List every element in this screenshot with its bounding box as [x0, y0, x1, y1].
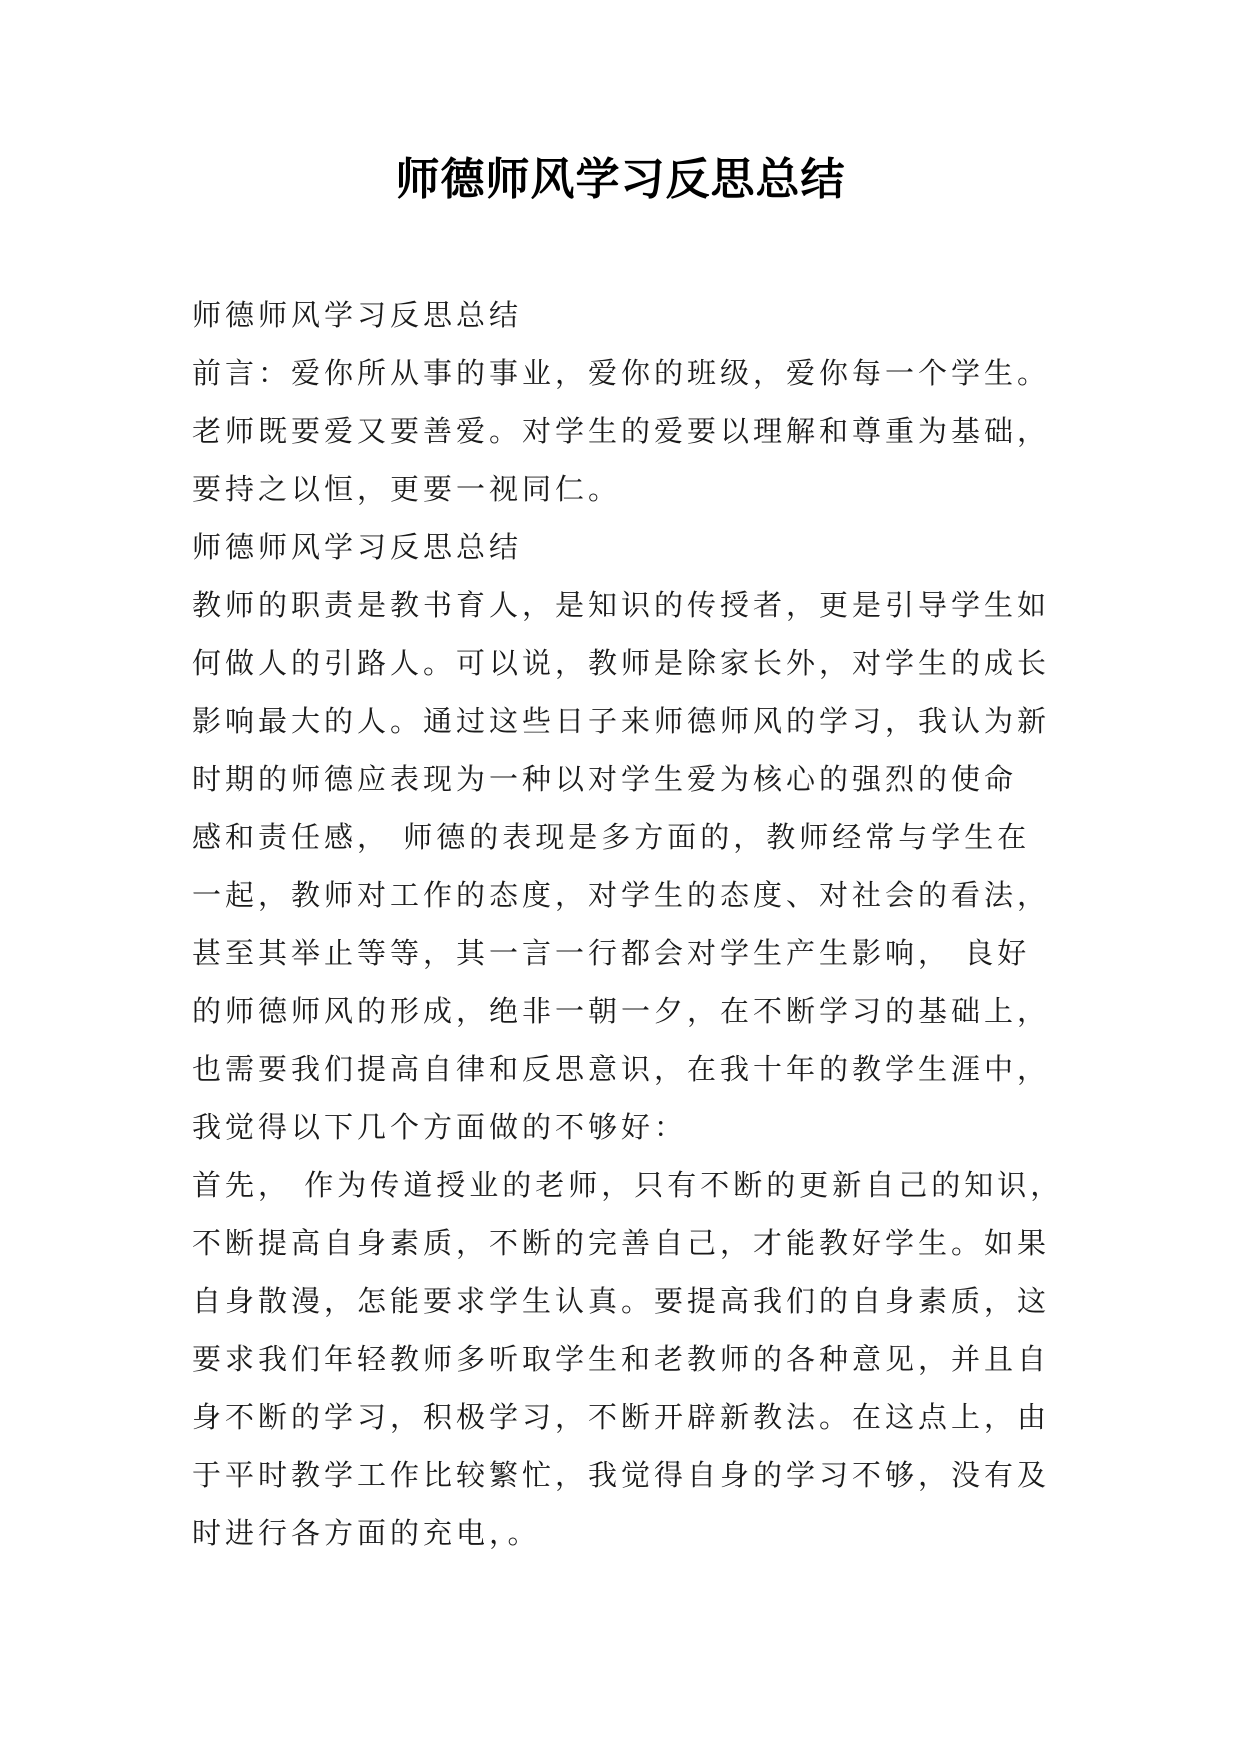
body-line: 的师德师风的形成，绝非一朝一夕，在不断学习的基础上， [192, 994, 1051, 1028]
body-line: 老师既要爱又要善爱。对学生的爱要以理解和尊重为基础， [192, 414, 1051, 448]
body-line: 要持之以恒，更要一视同仁。 [192, 472, 622, 506]
document-title: 师德师风学习反思总结 [395, 154, 846, 205]
body-line: 时期的师德应表现为一种以对学生爱为核心的强烈的使命 [192, 762, 1018, 796]
body-line: 感和责任感， 师德的表现是多方面的，教师经常与学生在 [192, 820, 1031, 854]
body-line: 身不断的学习，积极学习，不断开辟新教法。在这点上，由 [192, 1400, 1051, 1434]
body-line: 也需要我们提高自律和反思意识，在我十年的教学生涯中， [192, 1052, 1051, 1086]
body-line: 于平时教学工作比较繁忙，我觉得自身的学习不够，没有及 [192, 1458, 1051, 1492]
body-line: 时进行各方面的充电，。 [192, 1516, 541, 1550]
body-line: 不断提高自身素质，不断的完善自己，才能教好学生。如果 [192, 1226, 1051, 1260]
body-line: 前言：爱你所从事的事业，爱你的班级，爱你每一个学生。 [192, 356, 1051, 390]
body-line: 甚至其举止等等，其一言一行都会对学生产生影响， 良好 [192, 936, 1031, 970]
body-line: 我觉得以下几个方面做的不够好： [192, 1110, 688, 1144]
body-line: 何做人的引路人。可以说，教师是除家长外，对学生的成长 [192, 646, 1051, 680]
body-line: 首先， 作为传道授业的老师，只有不断的更新自己的知识， [192, 1168, 1064, 1202]
body-line: 师德师风学习反思总结 [192, 530, 523, 564]
body-line: 自身散漫，怎能要求学生认真。要提高我们的自身素质，这 [192, 1284, 1051, 1318]
body-line: 教师的职责是教书育人，是知识的传授者，更是引导学生如 [192, 588, 1051, 622]
body-line: 影响最大的人。通过这些日子来师德师风的学习，我认为新 [192, 704, 1051, 738]
body-line: 一起，教师对工作的态度，对学生的态度、对社会的看法， [192, 878, 1051, 912]
body-line: 师德师风学习反思总结 [192, 298, 523, 332]
body-line: 要求我们年轻教师多听取学生和老教师的各种意见，并且自 [192, 1342, 1051, 1376]
document-body [192, 286, 1072, 1562]
